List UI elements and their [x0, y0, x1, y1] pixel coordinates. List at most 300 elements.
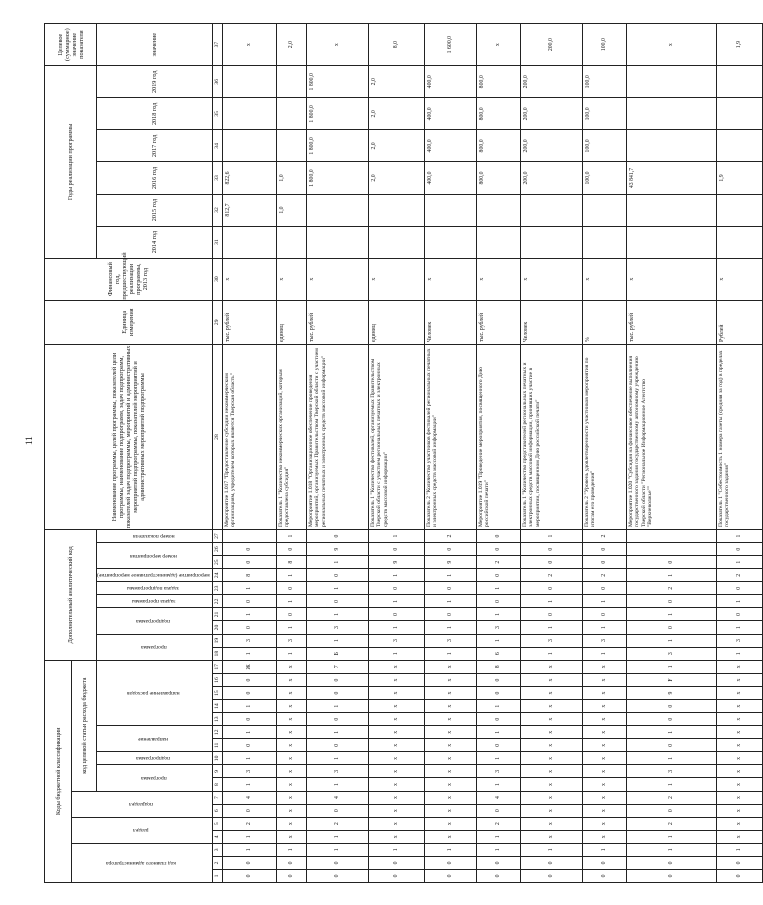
code-cell: x	[520, 713, 582, 726]
year-value-cell	[582, 194, 626, 226]
year-value-cell: 100,0	[582, 66, 626, 98]
code-cell: 0	[424, 869, 476, 882]
code-cell: 0	[476, 569, 520, 582]
column-number: 4	[212, 830, 222, 843]
code-cell: x	[424, 660, 476, 673]
code-cell: 3	[582, 634, 626, 647]
code-cell: x	[368, 791, 424, 804]
year-value-cell: 400,0	[424, 130, 476, 162]
code-cell: 1	[222, 608, 276, 621]
subprogram-header: подпрограмма	[136, 755, 171, 762]
code-cell: 1	[222, 752, 276, 765]
column-number: 23	[212, 582, 222, 595]
code-cell: 0	[520, 556, 582, 569]
code-cell: 1	[716, 647, 762, 660]
code-cell: 1	[306, 752, 368, 765]
code-cell: 1	[368, 843, 424, 856]
table-row	[276, 24, 306, 883]
code-cell: 0	[476, 739, 520, 752]
column-number: 20	[212, 621, 222, 634]
code-cell: 1	[520, 621, 582, 634]
code-cell: 0	[626, 595, 716, 608]
code-cell: 1	[424, 843, 476, 856]
table-row	[476, 24, 520, 883]
code-cell: 1	[306, 700, 368, 713]
year-value-cell: 1 800,0	[306, 162, 368, 194]
code-cell: 0	[626, 739, 716, 752]
code-cell: 1	[276, 621, 306, 634]
code-cell: 1	[716, 556, 762, 569]
code-cell: x	[424, 778, 476, 791]
section-header: раздел	[133, 827, 149, 834]
code-cell: 1	[222, 647, 276, 660]
code-cell: x	[582, 713, 626, 726]
target-value-cell: x	[476, 24, 520, 66]
code-cell: 1	[276, 647, 306, 660]
code-cell: x	[520, 778, 582, 791]
name-header: Наименование программы, целей программы, показателей цели программы, наименование подпрограмм, задач подпрограмм, показателей задач подпрограммы, мероприятий и административных мероприятий подпрограммы, показателей мероприятий и административных мероприятий подпрограммы	[45, 344, 213, 529]
code-cell: 0	[582, 869, 626, 882]
target-value-cell: 200,0	[520, 24, 582, 66]
code-cell: x	[582, 726, 626, 739]
fin-year-cell: x	[716, 258, 762, 300]
code-cell: 0	[368, 869, 424, 882]
code-cell: 0	[222, 739, 276, 752]
code-cell: 1	[424, 569, 476, 582]
target-value-cell: x	[222, 24, 276, 66]
code-cell: 0	[276, 543, 306, 556]
year-value-cell	[222, 98, 276, 130]
year-value-cell	[582, 226, 626, 258]
year-value-cell	[276, 98, 306, 130]
fin-year-cell: x	[582, 258, 626, 300]
code-cell: 1	[424, 647, 476, 660]
year-value-cell	[306, 226, 368, 258]
column-number: 18	[212, 647, 222, 660]
an-task-sub-header: задача подпрограммы	[127, 585, 180, 592]
code-cell: 0	[276, 869, 306, 882]
column-number: 16	[212, 674, 222, 687]
unit-cell: тыс. рублей	[222, 300, 276, 344]
code-cell: x	[424, 700, 476, 713]
code-cell: 1	[476, 843, 520, 856]
code-cell: x	[368, 778, 424, 791]
code-cell: 0	[476, 687, 520, 700]
code-cell: x	[368, 765, 424, 778]
year-value-cell	[424, 226, 476, 258]
code-cell: 2	[582, 530, 626, 543]
code-cell: 0	[424, 543, 476, 556]
value-header: значение	[97, 24, 213, 66]
code-cell: 1	[276, 595, 306, 608]
code-cell: 1	[626, 752, 716, 765]
code-cell: 0	[276, 856, 306, 869]
year-value-cell: 1,9	[716, 162, 762, 194]
code-cell: 1	[222, 830, 276, 843]
code-cell: 2	[582, 569, 626, 582]
year-value-cell: 800,0	[476, 98, 520, 130]
year-value-cell: 200,0	[520, 162, 582, 194]
year-value-cell	[222, 130, 276, 162]
code-cell: 1	[476, 700, 520, 713]
code-cell: 0	[582, 556, 626, 569]
fin-year-cell: x	[368, 258, 424, 300]
code-cell	[626, 543, 716, 556]
code-cell: 0	[476, 869, 520, 882]
code-cell: 4	[222, 791, 276, 804]
code-cell: x	[276, 713, 306, 726]
year-value-cell	[626, 66, 716, 98]
column-number: 5	[212, 817, 222, 830]
an-program-header: программа	[140, 644, 167, 651]
code-cell: 3	[306, 621, 368, 634]
code-cell: x	[520, 674, 582, 687]
target-value-cell: 8,0	[368, 24, 424, 66]
year-value-cell	[716, 226, 762, 258]
column-number-row	[212, 24, 222, 883]
code-cell: 1	[626, 660, 716, 673]
code-cell: x	[520, 660, 582, 673]
year-value-cell: 100,0	[582, 130, 626, 162]
column-number: 1	[212, 869, 222, 882]
code-cell: 2	[626, 582, 716, 595]
code-cell: x	[582, 674, 626, 687]
code-cell: x	[716, 713, 762, 726]
program-table	[44, 23, 763, 883]
column-number: 35	[212, 98, 222, 130]
column-number: 14	[212, 700, 222, 713]
code-cell: 2	[476, 556, 520, 569]
unit-cell: тыс. рублей	[306, 300, 368, 344]
code-cell: 0	[306, 739, 368, 752]
code-cell: 1	[476, 830, 520, 843]
column-number: 12	[212, 726, 222, 739]
year-value-cell: 800,0	[476, 162, 520, 194]
code-cell: x	[582, 687, 626, 700]
direction-header: направление	[138, 735, 169, 742]
code-cell: 1	[626, 608, 716, 621]
code-cell: 0	[368, 608, 424, 621]
code-cell: x	[424, 765, 476, 778]
code-cell: 1	[520, 843, 582, 856]
unit-cell: тыс. рублей	[476, 300, 520, 344]
code-cell: x	[520, 804, 582, 817]
code-cell: x	[276, 660, 306, 673]
code-cell: 0	[626, 869, 716, 882]
code-cell: x	[582, 700, 626, 713]
code-cell: 0	[368, 856, 424, 869]
code-cell: 1	[626, 569, 716, 582]
code-cell: x	[276, 778, 306, 791]
code-cell: x	[276, 752, 306, 765]
code-cell: 0	[716, 582, 762, 595]
code-cell: x	[276, 817, 306, 830]
code-cell: 1	[520, 647, 582, 660]
column-number: 26	[212, 543, 222, 556]
year-value-cell	[368, 226, 424, 258]
column-number: 32	[212, 194, 222, 226]
code-cell: 7	[306, 660, 368, 673]
fin-year-cell: x	[626, 258, 716, 300]
year-value-cell: 200,0	[520, 130, 582, 162]
code-cell: 0	[368, 582, 424, 595]
code-cell: 1	[716, 621, 762, 634]
code-cell: 0	[716, 608, 762, 621]
target-value-cell: 1,9	[716, 24, 762, 66]
code-cell: x	[520, 726, 582, 739]
unit-cell: тыс. рублей	[626, 300, 716, 344]
column-number: 10	[212, 752, 222, 765]
code-cell: F	[626, 674, 716, 687]
code-cell: x	[582, 660, 626, 673]
code-cell: 3	[716, 634, 762, 647]
code-cell: 0	[222, 674, 276, 687]
code-cell: Б	[306, 647, 368, 660]
year-2015-header: 2015 год	[97, 194, 213, 226]
year-value-cell	[520, 194, 582, 226]
code-cell: 6	[476, 647, 520, 660]
year-value-cell	[476, 194, 520, 226]
code-cell: 1	[476, 582, 520, 595]
unit-cell: единиц	[368, 300, 424, 344]
column-number: 37	[212, 24, 222, 66]
program-header: программа	[140, 775, 167, 781]
column-number: 30	[212, 258, 222, 300]
code-cell: 1	[276, 530, 306, 543]
code-cell: 8	[222, 569, 276, 582]
column-number: 2	[212, 856, 222, 869]
column-number: 31	[212, 226, 222, 258]
year-value-cell: 400,0	[424, 162, 476, 194]
code-cell: 1	[306, 556, 368, 569]
code-cell: 1	[716, 530, 762, 543]
code-cell: 1	[626, 830, 716, 843]
code-cell: 2	[716, 569, 762, 582]
analytic-header: Дополнительный аналитический код	[45, 530, 97, 661]
code-cell: x	[424, 687, 476, 700]
year-2019-header: 2019 год	[97, 66, 213, 98]
year-value-cell: 1 800,0	[306, 66, 368, 98]
code-cell: 0	[626, 621, 716, 634]
code-cell: x	[716, 700, 762, 713]
code-cell: 9	[626, 687, 716, 700]
rotated-table-container	[44, 23, 742, 883]
table-row	[626, 24, 716, 883]
code-cell: x	[582, 765, 626, 778]
code-cell: 1	[476, 634, 520, 647]
code-cell: 0	[476, 713, 520, 726]
code-cell: 2	[520, 569, 582, 582]
table-row	[222, 24, 276, 883]
unit-cell: единиц	[276, 300, 306, 344]
year-value-cell	[222, 226, 276, 258]
code-cell: 1	[626, 634, 716, 647]
code-cell: x	[520, 830, 582, 843]
code-cell: 1	[306, 582, 368, 595]
an-subprogram-header: подпрограмма	[136, 618, 171, 624]
code-cell: 1	[276, 569, 306, 582]
description-cell: Показатель 1 "Количество представителей региональных печатных и электронных средств массовой информации, принявших участие в мероприятии, посвященном Дню российской печати"	[520, 344, 582, 529]
column-number: 7	[212, 791, 222, 804]
year-value-cell	[276, 130, 306, 162]
description-cell: Мероприятие 1.020 "Субсидия на финансовое обеспечение выполнения государственного задания государственному автономному учреждению Тверской области "Региональное Информационное Агентство "Верхневолжье""	[626, 344, 716, 529]
code-cell: x	[582, 739, 626, 752]
code-cell: 3	[626, 765, 716, 778]
year-value-cell: 1 800,0	[306, 130, 368, 162]
unit-cell: %	[582, 300, 626, 344]
year-value-cell	[716, 194, 762, 226]
code-cell: x	[582, 791, 626, 804]
year-value-cell: 1,0	[276, 162, 306, 194]
fin-year-header: Финансовый год, предшествующий реализации программы, 2013 год	[45, 258, 213, 300]
unit-cell: Рублей	[716, 300, 762, 344]
table-row	[306, 24, 368, 883]
code-cell: x	[368, 804, 424, 817]
code-cell: 3	[222, 765, 276, 778]
code-cell: 0	[716, 869, 762, 882]
code-cell: 3	[424, 634, 476, 647]
code-cell: 0	[582, 582, 626, 595]
code-cell: 1	[222, 726, 276, 739]
table-body	[222, 24, 762, 883]
target-value-cell: x	[306, 24, 368, 66]
code-cell: 0	[222, 804, 276, 817]
description-cell: Мероприятие 1.017 "Предоставление субсидии некоммерческим организациям, учредителем которых является Тверская область"	[222, 344, 276, 529]
column-number: 36	[212, 66, 222, 98]
description-cell: Мероприятие 1.018 "Организационное обеспечение проведения мероприятий, организуемых Правительством Тверской области с участием региональных печатных и электронных средств массовой информации"	[306, 344, 368, 529]
code-cell: 1	[476, 726, 520, 739]
code-cell: 9	[306, 543, 368, 556]
year-value-cell: 100,0	[582, 162, 626, 194]
code-cell: 1	[222, 843, 276, 856]
code-cell: 1	[306, 726, 368, 739]
code-cell: 1	[306, 778, 368, 791]
code-cell: 0	[222, 713, 276, 726]
code-cell: 2	[424, 530, 476, 543]
code-cell: x	[716, 765, 762, 778]
year-value-cell: 43 841,7	[626, 162, 716, 194]
code-cell: 1	[276, 843, 306, 856]
table-row	[368, 24, 424, 883]
code-cell: x	[368, 713, 424, 726]
unit-cell: Человек	[424, 300, 476, 344]
code-cell: 1	[520, 530, 582, 543]
column-number: 28	[212, 344, 222, 529]
code-cell: 0	[476, 674, 520, 687]
column-number: 17	[212, 660, 222, 673]
code-cell: 1	[582, 595, 626, 608]
code-cell: 0	[306, 674, 368, 687]
year-value-cell: 400,0	[424, 66, 476, 98]
code-cell: 1	[306, 843, 368, 856]
year-value-cell: 100,0	[582, 98, 626, 130]
code-cell: x	[582, 778, 626, 791]
code-cell: 0	[626, 804, 716, 817]
code-cell: x	[276, 804, 306, 817]
code-cell: 3	[476, 621, 520, 634]
code-cell: 0	[520, 582, 582, 595]
code-cell: 0	[306, 713, 368, 726]
code-cell: 0	[306, 869, 368, 882]
code-cell: 0	[222, 543, 276, 556]
year-value-cell	[626, 226, 716, 258]
code-cell: x	[368, 739, 424, 752]
unit-header: Единица измерения	[45, 300, 213, 344]
subsection-header: подраздел	[128, 801, 153, 808]
code-cell: 1	[306, 830, 368, 843]
code-cell: 1	[476, 752, 520, 765]
code-cell: 1	[582, 621, 626, 634]
code-cell: 1	[626, 778, 716, 791]
year-value-cell	[626, 130, 716, 162]
code-cell: 0	[424, 608, 476, 621]
budget-class-header: Коды бюджетной классификации	[45, 660, 72, 882]
code-cell: 3	[520, 634, 582, 647]
code-cell: x	[424, 752, 476, 765]
code-cell: x	[276, 726, 306, 739]
code-cell: 0	[222, 869, 276, 882]
year-value-cell: 2,0	[368, 66, 424, 98]
year-value-cell: 400,0	[424, 98, 476, 130]
year-value-cell: 822,6	[222, 162, 276, 194]
code-cell: x	[716, 660, 762, 673]
code-cell: x	[276, 791, 306, 804]
code-cell: 0	[306, 530, 368, 543]
code-cell: 0	[476, 595, 520, 608]
column-number: 34	[212, 130, 222, 162]
year-value-cell: 800,0	[476, 66, 520, 98]
code-cell: x	[582, 752, 626, 765]
code-cell: 4	[306, 791, 368, 804]
code-cell: 0	[276, 582, 306, 595]
code-cell: x	[424, 804, 476, 817]
code-cell: 1	[306, 608, 368, 621]
year-value-cell: 1,0	[276, 194, 306, 226]
code-cell: 1	[368, 569, 424, 582]
table-row	[582, 24, 626, 883]
fin-year-cell: x	[520, 258, 582, 300]
code-cell	[626, 530, 716, 543]
column-number: 27	[212, 530, 222, 543]
code-cell: 1	[424, 621, 476, 634]
year-value-cell: 800,0	[476, 130, 520, 162]
column-number: 29	[212, 300, 222, 344]
code-cell: x	[582, 804, 626, 817]
code-cell: Ж	[222, 660, 276, 673]
code-cell: x	[582, 830, 626, 843]
code-cell: 1	[368, 530, 424, 543]
code-cell: 3	[222, 634, 276, 647]
code-cell: 0	[476, 856, 520, 869]
column-number: 6	[212, 804, 222, 817]
column-number: 11	[212, 739, 222, 752]
code-cell: 8	[476, 660, 520, 673]
code-cell: 1	[476, 608, 520, 621]
code-cell: x	[368, 817, 424, 830]
code-cell: x	[368, 687, 424, 700]
code-cell: x	[716, 739, 762, 752]
year-value-cell	[520, 226, 582, 258]
year-value-cell: 2,0	[368, 162, 424, 194]
year-value-cell	[476, 226, 520, 258]
code-cell: x	[276, 700, 306, 713]
code-cell: 0	[368, 543, 424, 556]
code-cell: 0	[582, 543, 626, 556]
year-2018-header: 2018 год	[97, 98, 213, 130]
description-cell: Мероприятие 1.019 "Проведение мероприятия, посвященного Дню российской печати"	[476, 344, 520, 529]
column-number: 33	[212, 162, 222, 194]
code-cell: 1	[368, 621, 424, 634]
